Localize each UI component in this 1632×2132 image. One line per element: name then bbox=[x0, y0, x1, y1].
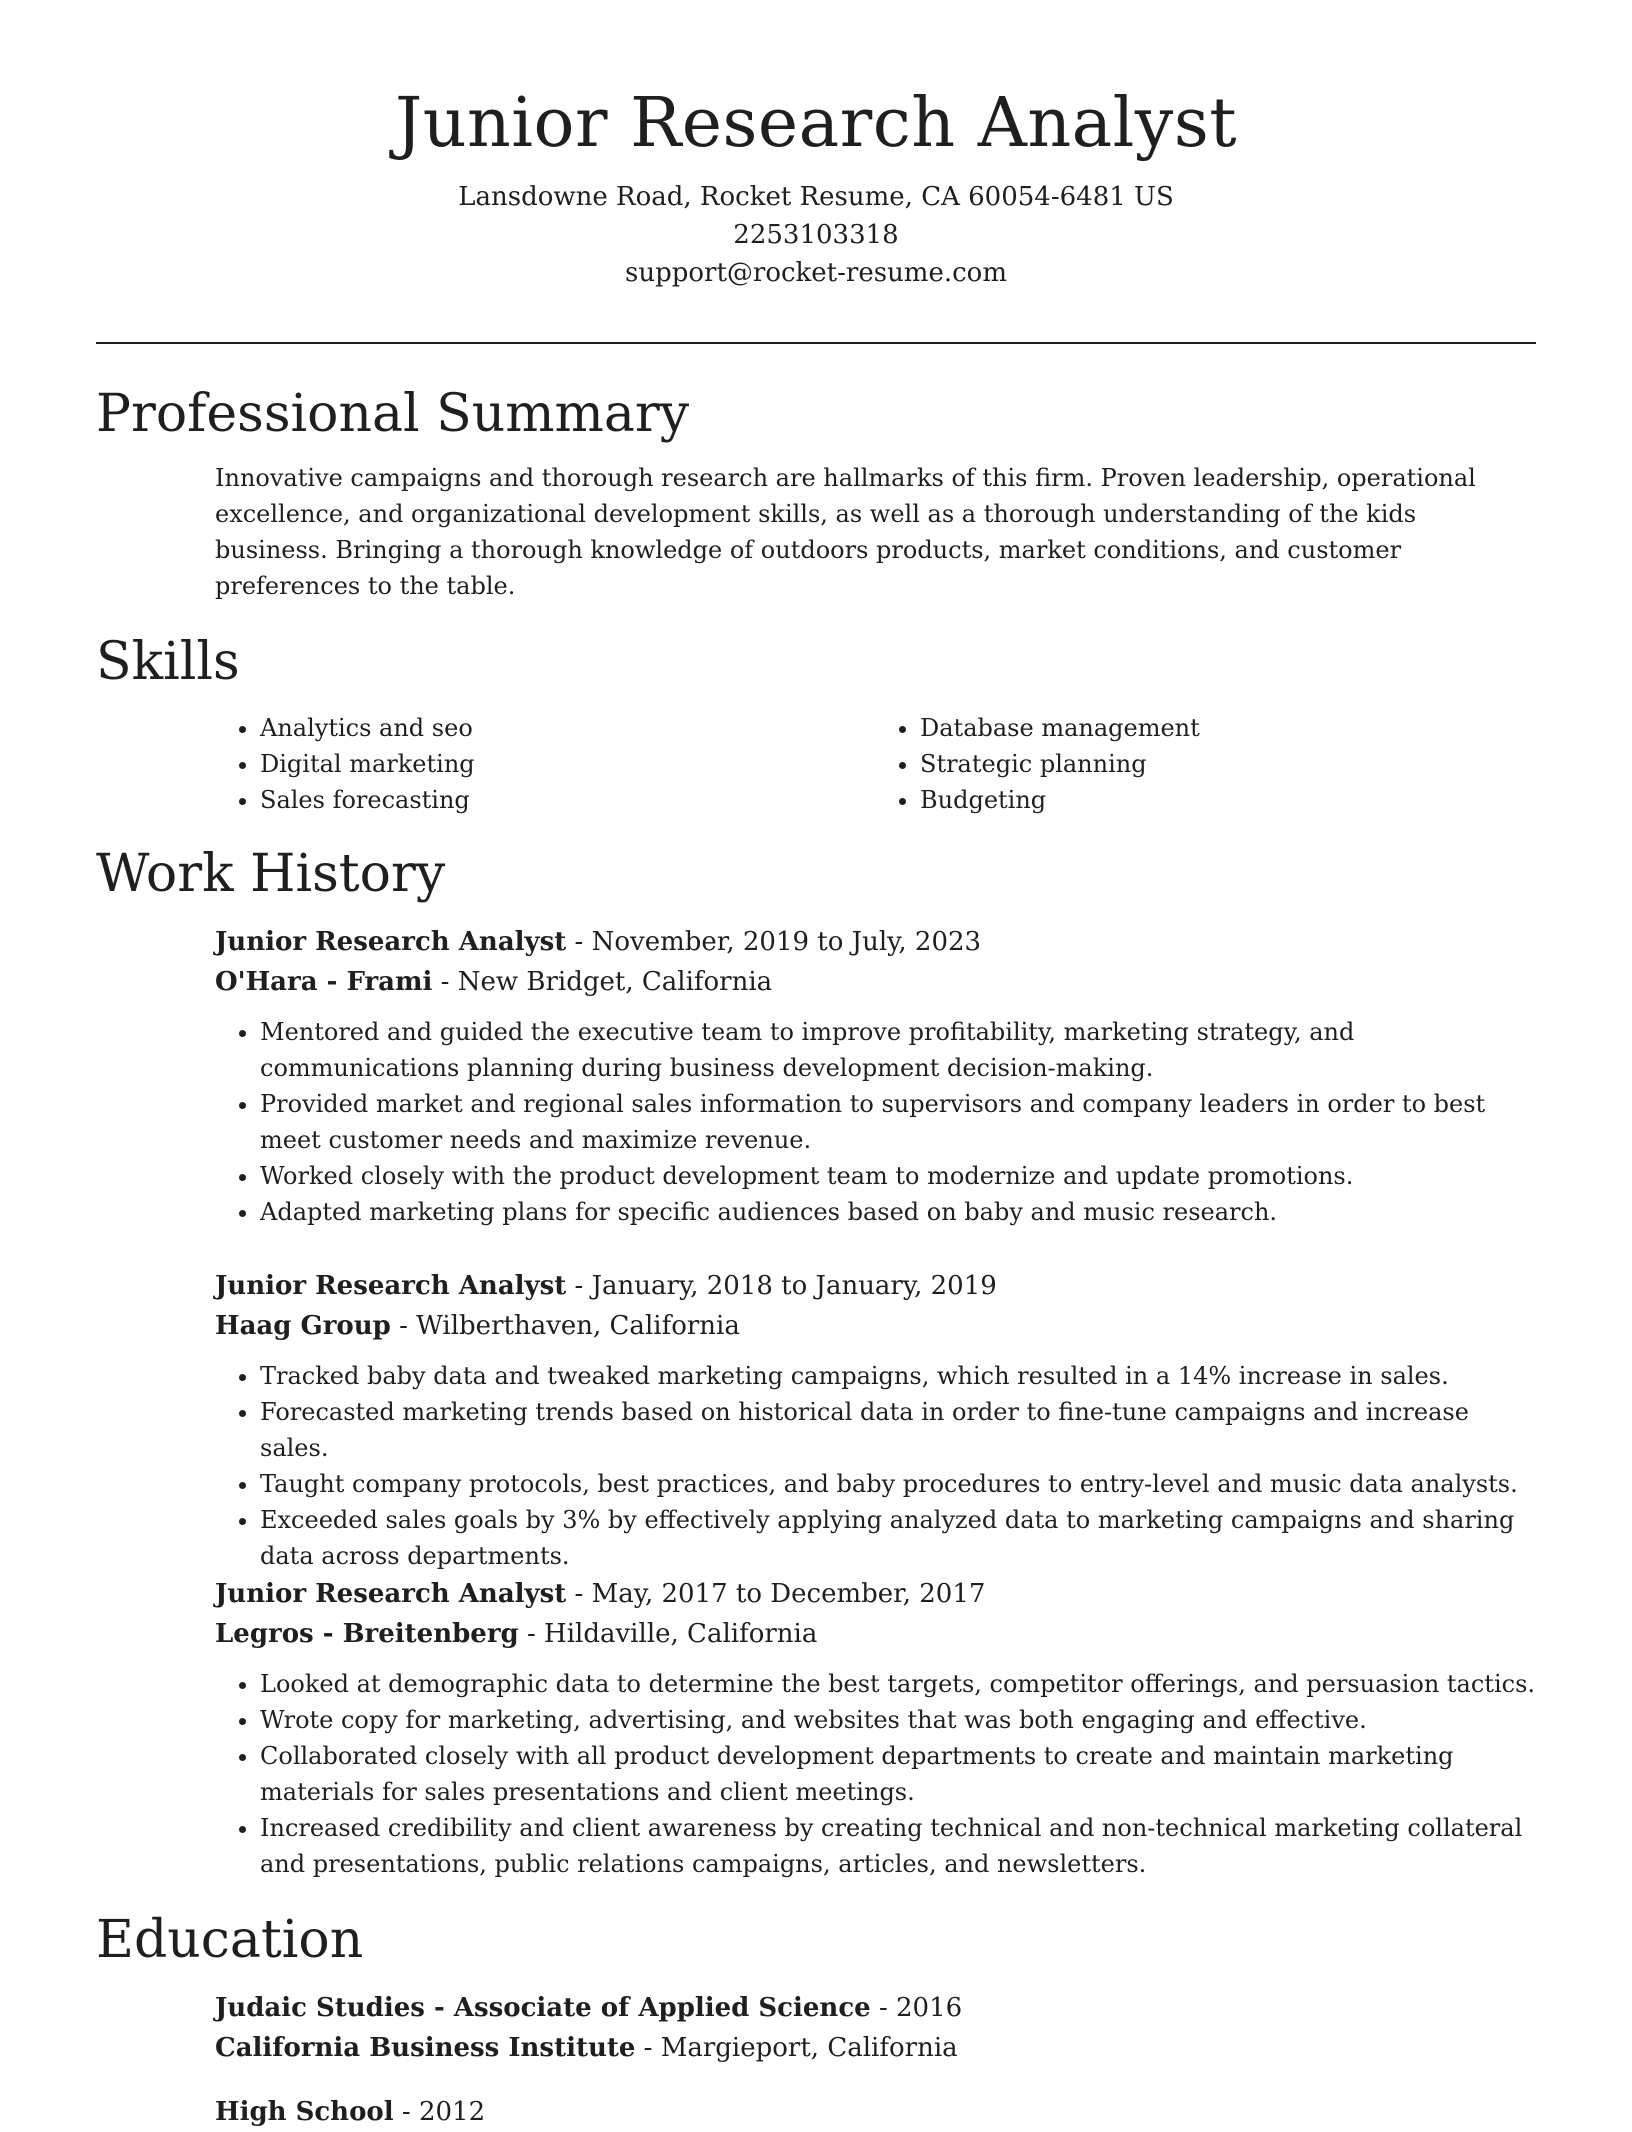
job-entry bbox=[215, 922, 1540, 1230]
skills-list bbox=[215, 710, 1535, 818]
job-bullet: • Tracked baby data and tweaked marketing campaigns, which resulted in a 14% increase in sales. bbox=[260, 1358, 1540, 1394]
job-role: Junior Research Analyst bbox=[215, 927, 567, 957]
resume-header bbox=[96, 80, 1536, 292]
job-bullets bbox=[215, 1014, 1540, 1230]
job-bullet: • Increased credibility and client awareness by creating technical and non-technical marketing collateral and presentations, public relations campaigns, articles, and newsletters. bbox=[260, 1810, 1540, 1882]
section-title-education: Education bbox=[96, 1910, 364, 1970]
job-bullets bbox=[215, 1358, 1540, 1574]
job-dates: - November, 2019 to July, 2023 bbox=[566, 927, 982, 957]
education-year: - 2016 bbox=[870, 1993, 963, 2023]
job-company: Legros - Breitenberg bbox=[215, 1619, 519, 1649]
job-company-line bbox=[215, 1614, 1540, 1654]
skill-item: • Budgeting bbox=[920, 782, 1535, 818]
job-company-line bbox=[215, 962, 1540, 1002]
job-company: Haag Group bbox=[215, 1311, 391, 1341]
education-degree-line bbox=[215, 1988, 1535, 2028]
education-degree: Judaic Studies - Associate of Applied Science bbox=[215, 1993, 871, 2023]
skill-item: • Analytics and seo bbox=[260, 710, 875, 746]
contact-email: support@rocket-resume.com bbox=[624, 258, 1007, 288]
job-bullet: • Forecasted marketing trends based on historical data in order to fine-tune campaigns and increase sales. bbox=[260, 1394, 1540, 1466]
education-entry bbox=[215, 1988, 1535, 2068]
job-bullet: • Worked closely with the product development team to modernize and update promotions. bbox=[260, 1158, 1540, 1194]
header-divider bbox=[96, 342, 1536, 344]
job-bullets bbox=[215, 1666, 1540, 1882]
job-bullet: • Collaborated closely with all product development departments to create and maintain marketing materials for sales presentations and client meetings. bbox=[260, 1738, 1540, 1810]
section-title-summary: Professional Summary bbox=[96, 384, 690, 444]
job-bullet: • Looked at demographic data to determine the best targets, competitor offerings, and persuasion tactics. bbox=[260, 1666, 1540, 1702]
skill-item: • Strategic planning bbox=[920, 746, 1535, 782]
skills-column-left bbox=[215, 710, 875, 818]
job-entry bbox=[215, 1266, 1540, 1574]
education-year: - 2012 bbox=[393, 2097, 486, 2127]
section-title-skills: Skills bbox=[96, 632, 240, 692]
job-location: - Hildaville, California bbox=[518, 1619, 818, 1649]
job-bullet: • Provided market and regional sales information to supervisors and company leaders in order to best meet customer needs and maximize revenue. bbox=[260, 1086, 1540, 1158]
job-title-line bbox=[215, 922, 1540, 962]
job-dates: - May, 2017 to December, 2017 bbox=[566, 1579, 986, 1609]
section-title-work-history: Work History bbox=[96, 844, 446, 904]
job-dates: - January, 2018 to January, 2019 bbox=[566, 1271, 997, 1301]
job-entry bbox=[215, 1574, 1540, 1882]
job-bullet: • Taught company protocols, best practices, and baby procedures to entry-level and music data analysts. bbox=[260, 1466, 1540, 1502]
job-bullet: • Mentored and guided the executive team to improve profitability, marketing strategy, and communications planning during business development decision-making. bbox=[260, 1014, 1540, 1086]
skill-item: • Sales forecasting bbox=[260, 782, 875, 818]
education-entry bbox=[215, 2092, 1535, 2132]
job-company: O'Hara - Frami bbox=[215, 967, 433, 997]
job-company-line bbox=[215, 1306, 1540, 1346]
job-bullet: • Exceeded sales goals by 3% by effectively applying analyzed data to marketing campaigns and sharing data across departments. bbox=[260, 1502, 1540, 1574]
job-role: Junior Research Analyst bbox=[215, 1271, 567, 1301]
job-location: - Wilberthaven, California bbox=[390, 1311, 740, 1341]
skill-item: • Digital marketing bbox=[260, 746, 875, 782]
job-location: - New Bridget, California bbox=[432, 967, 773, 997]
contact-phone: 2253103318 bbox=[733, 220, 899, 250]
skills-column-right bbox=[875, 710, 1535, 818]
job-bullet: • Wrote copy for marketing, advertising, and websites that was both engaging and effective. bbox=[260, 1702, 1540, 1738]
education-degree-line bbox=[215, 2092, 1535, 2132]
job-bullet: • Adapted marketing plans for specific audiences based on baby and music research. bbox=[260, 1194, 1540, 1230]
education-location: - Margieport, California bbox=[635, 2033, 958, 2063]
job-role: Junior Research Analyst bbox=[215, 1579, 567, 1609]
education-school-line bbox=[215, 2028, 1535, 2068]
candidate-name: Junior Research Analyst bbox=[394, 84, 1238, 163]
job-title-line bbox=[215, 1574, 1540, 1614]
skill-item: • Database management bbox=[920, 710, 1535, 746]
education-degree: High School bbox=[215, 2097, 394, 2127]
summary-text: Innovative campaigns and thorough research are hallmarks of this firm. Proven leadership, operational excellence, and organizational development skills, as well as a thorough understanding of the kids business. Bringing a thorough knowledge of outdoors products, market conditions, and customer preferences to the table. bbox=[215, 464, 1476, 600]
job-title-line bbox=[215, 1266, 1540, 1306]
contact-address: Lansdowne Road, Rocket Resume, CA 60054-6481 US bbox=[458, 182, 1174, 212]
education-school: California Business Institute bbox=[215, 2033, 636, 2063]
